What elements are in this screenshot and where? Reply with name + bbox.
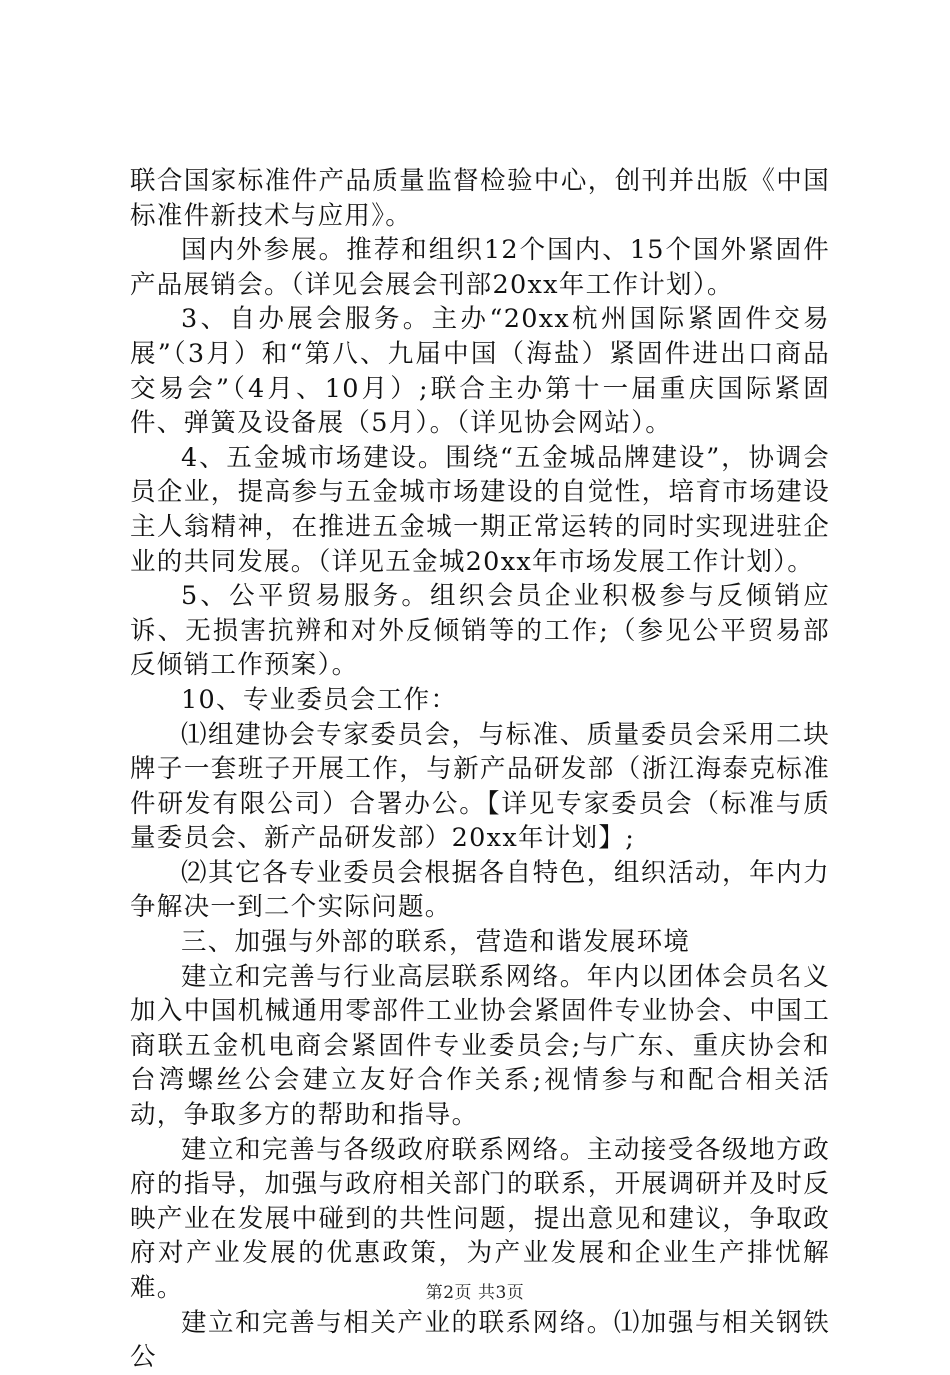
paragraph: ⑵其它各专业委员会根据各自特色，组织活动，年内力争解决一到二个实际问题。: [130, 857, 830, 923]
paragraph: 国内外参展。推荐和组织12个国内、15个国外紧固件产品展销会。（详见会展会刊部20xx年工作计划）。: [130, 235, 830, 300]
paragraph: 联合国家标准件产品质量监督检验中心，创刊并出版《中国标准件新技术与应用》。: [130, 166, 830, 231]
paragraph: 建立和完善与相关产业的联系网络。⑴加强与相关钢铁公: [130, 1307, 830, 1373]
paragraph: 10、专业委员会工作：: [181, 684, 458, 715]
paragraph: 4、五金城市场建设。围绕“五金城品牌建设”，协调会员企业，提高参与五金城市场建设的自觉性，培育市场建设主人翁精神，在推进五金城一期正常运转的同时实现进驻企业的共同发展。（详见五金城20xx年市场发展工作计划）。: [130, 442, 830, 577]
paragraph: 建立和完善与行业高层联系网络。年内以团体会员名义加入中国机械通用零部件工业协会紧固件专业协会、中国工商联五金机电商会紧固件专业委员会;与广东、重庆协会和台湾螺丝公会建立友好合作关系;视情参与和配合相关活动，争取多方的帮助和指导。: [130, 961, 830, 1131]
page-footer: 第2页 共3页: [425, 1283, 525, 1303]
paragraph: 5、公平贸易服务。组织会员企业积极参与反倾销应诉、无损害抗辨和对外反倾销等的工作;（参见公平贸易部反倾销工作预案）。: [130, 581, 830, 681]
paragraph: ⑴组建协会专家委员会，与标准、质量委员会采用二块牌子一套班子开展工作，与新产品研发部（浙江海泰克标准件研发有限公司）合署办公。【详见专家委员会（标准与质量委员会、新产品研发部）20xx年计划】;: [130, 719, 830, 854]
document-body: [130, 164, 830, 1375]
section-heading: 三、加强与外部的联系，营造和谐发展环境: [181, 927, 691, 958]
paragraph: 3、自办展会服务。主办“20xx杭州国际紧固件交易展”（3月）和“第八、九届中国（海盐）紧固件进出口商品交易会”（4月、10月）;联合主办第十一届重庆国际紧固件、弹簧及设备展（5月）。（详见协会网站）。: [130, 304, 830, 439]
paragraph: 建立和完善与各级政府联系网络。主动接受各级地方政府的指导，加强与政府相关部门的联系，开展调研并及时反映产业在发展中碰到的共性问题，提出意见和建议，争取政府对产业发展的优惠政策，为产业发展和企业生产排忧解难。: [130, 1134, 830, 1303]
